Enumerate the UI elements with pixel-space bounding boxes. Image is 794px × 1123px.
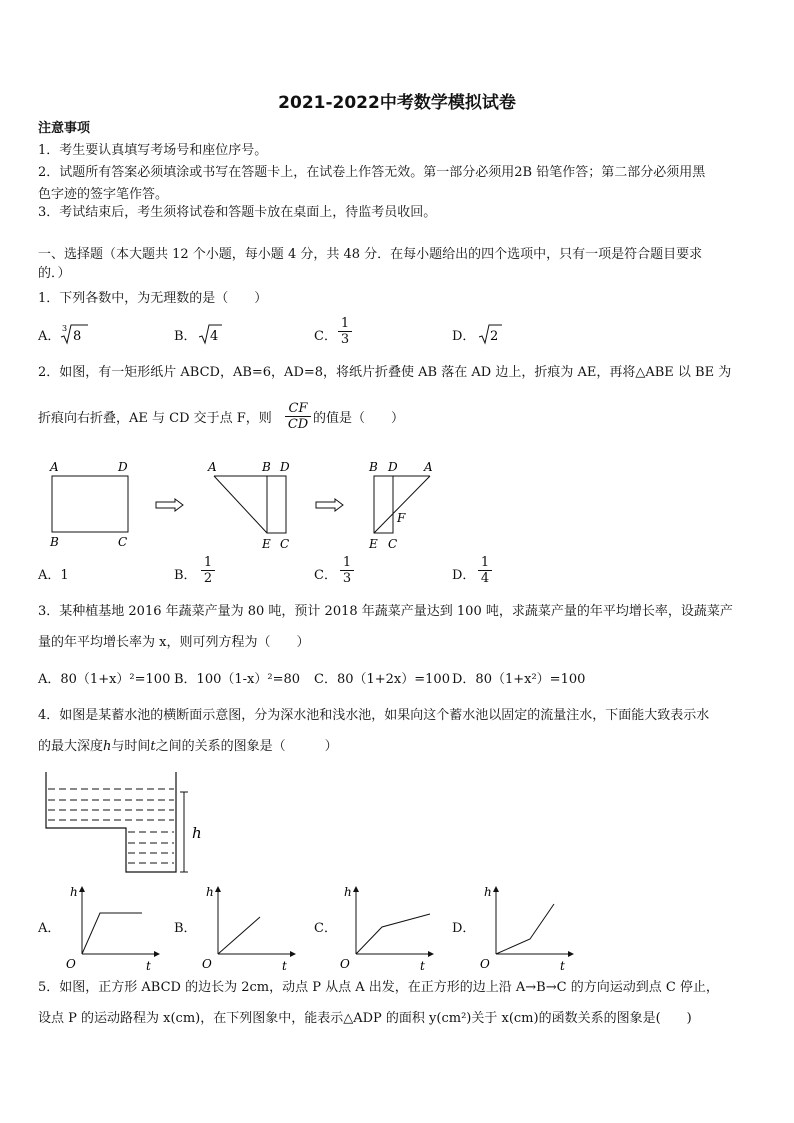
numerator: 1 <box>201 555 215 571</box>
q4-option-d-label: D． <box>452 921 476 936</box>
q1-option-a-label: A． <box>38 329 61 344</box>
q4-option-b-label: B． <box>174 921 197 936</box>
notes-item: 1．考生要认真填写考场号和座位序号。 <box>38 143 268 158</box>
denominator: 3 <box>342 571 352 586</box>
exam-title: 2021-2022中考数学模拟试卷 <box>278 93 516 113</box>
svg-text:C: C <box>118 535 128 549</box>
notes-heading: 注意事项 <box>38 121 91 136</box>
svg-text:t: t <box>282 959 287 973</box>
q2-option-c-fraction <box>340 555 354 586</box>
q1-option-d-label: D． <box>452 329 476 344</box>
svg-text:A: A <box>50 460 59 474</box>
svg-text:t: t <box>146 959 151 973</box>
q1-option-c-label: C． <box>314 329 337 344</box>
svg-text:h: h <box>484 885 492 899</box>
q4-graph-c <box>334 884 434 972</box>
q4-graph-b <box>196 884 296 972</box>
q4-option-c-label: C． <box>314 921 337 936</box>
section-heading-cont: 的．） <box>38 266 71 281</box>
q4-graph-a <box>60 884 160 972</box>
q2-option-c-label: C． <box>314 568 337 583</box>
svg-text:C: C <box>280 537 290 551</box>
q3-option-b: B．100（1-x）²=80 <box>174 672 301 687</box>
q1-option-b-root <box>198 322 226 346</box>
q2-figure-rectangle <box>44 458 139 548</box>
svg-text:t: t <box>420 959 425 973</box>
q1-option-b-label: B． <box>174 329 197 344</box>
svg-text:O: O <box>480 957 490 971</box>
svg-text:D: D <box>280 460 290 474</box>
svg-text:A: A <box>424 460 433 474</box>
q1-option-a-root <box>60 322 90 346</box>
q1-stem: 1．下列各数中，为无理数的是（ ） <box>38 291 268 306</box>
svg-text:D: D <box>118 460 128 474</box>
svg-text:h: h <box>206 885 214 899</box>
q3-option-d: D．80（1+x²）=100 <box>452 672 586 687</box>
q2-option-d-label: D． <box>452 568 476 583</box>
svg-text:O: O <box>340 957 350 971</box>
numerator: 1 <box>338 316 352 332</box>
svg-text:C: C <box>388 537 398 551</box>
root-index: 3 <box>62 324 68 333</box>
q3-option-a: A．80（1+x）²=100 <box>38 672 171 687</box>
q2-arrow-2 <box>315 498 345 512</box>
denominator: 4 <box>480 571 490 586</box>
section-heading: 一、选择题（本大题共 12 个小题，每小题 4 分，共 48 分．在每小题给出的四个选项中，只有一项是符合题目要求 <box>38 247 703 262</box>
svg-text:E: E <box>262 537 271 551</box>
radicand: 8 <box>73 329 82 344</box>
svg-text:A: A <box>208 460 217 474</box>
q4-option-a-label: A． <box>38 921 61 936</box>
q3-option-c: C．80（1+2x）=100 <box>314 672 450 687</box>
svg-text:F: F <box>397 511 406 525</box>
q2-stem-tail: 的值是（ ） <box>313 411 405 426</box>
denominator: 3 <box>340 332 350 347</box>
svg-text:E: E <box>369 537 378 551</box>
svg-text:O: O <box>202 957 212 971</box>
q2-stem: 2．如图，有一矩形纸片 ABCD，AB=6，AD=8，将纸片折叠使 AB 落在 AD 边上，折痕为 AE，再将△ABE 以 BE 为 <box>38 365 732 380</box>
svg-text:h: h <box>192 824 202 842</box>
denominator: CD <box>287 417 309 432</box>
radicand: 4 <box>210 329 219 344</box>
q2-fraction <box>285 401 311 432</box>
q2-option-b-fraction <box>201 555 215 586</box>
q4-pool-figure <box>44 772 224 878</box>
numerator: CF <box>285 401 311 417</box>
svg-text:h: h <box>70 885 78 899</box>
q4-graph-d <box>474 884 574 972</box>
q1-option-d-root <box>478 322 506 346</box>
q4-stem: 4．如图是某蓄水池的横断面示意图，分为深水池和浅水池，如果向这个蓄水池以固定的流量注水，下面能大致表示水 <box>38 708 710 723</box>
q1-option-c-fraction <box>338 316 352 347</box>
q2-stem-cont: 折痕向右折叠，AE 与 CD 交于点 F，则 <box>38 411 272 426</box>
svg-text:B: B <box>262 460 271 474</box>
svg-text:h: h <box>344 885 352 899</box>
radicand: 2 <box>490 329 499 344</box>
denominator: 2 <box>203 571 213 586</box>
q3-stem-cont: 量的年平均增长率为 x，则可列方程为（ ） <box>38 635 310 650</box>
q2-figure-fold-1 <box>204 458 300 550</box>
q2-arrow-1 <box>155 498 185 512</box>
q5-stem: 5．如图，正方形 ABCD 的边长为 2cm，动点 P 从点 A 出发，在正方形的边上沿 A→B→C 的方向运动到点 C 停止， <box>38 980 719 995</box>
q2-option-a: A．1 <box>38 568 69 583</box>
q2-figure-fold-2 <box>364 458 440 550</box>
numerator: 1 <box>340 555 354 571</box>
q2-option-d-fraction <box>478 555 492 586</box>
q3-stem: 3．某种植基地 2016 年蔬菜产量为 80 吨，预计 2018 年蔬菜产量达到 100 吨，求蔬菜产量的年平均增长率，设蔬菜产 <box>38 604 733 619</box>
q4-stem-cont: 的最大深度h与时间t之间的关系的图象是（ ） <box>38 739 338 754</box>
svg-text:D: D <box>388 460 398 474</box>
svg-text:t: t <box>560 959 565 973</box>
q5-stem-cont: 设点 P 的运动路程为 x(cm)，在下列图象中，能表示△ADP 的面积 y(cm²)关于 x(cm)的函数关系的图象是( ) <box>38 1011 692 1026</box>
svg-text:B: B <box>50 535 59 549</box>
svg-text:B: B <box>369 460 378 474</box>
numerator: 1 <box>478 555 492 571</box>
q2-option-b-label: B． <box>174 568 197 583</box>
notes-item: 色字迹的签字笔作答。 <box>38 187 169 202</box>
notes-item: 2．试题所有答案必须填涂或书写在答题卡上，在试卷上作答无效。第一部分必须用2B 铅笔作答；第二部分必须用黑 <box>38 165 706 180</box>
svg-text:O: O <box>66 957 76 971</box>
notes-item: 3．考试结束后，考生须将试卷和答题卡放在桌面上，待监考员收回。 <box>38 205 437 220</box>
